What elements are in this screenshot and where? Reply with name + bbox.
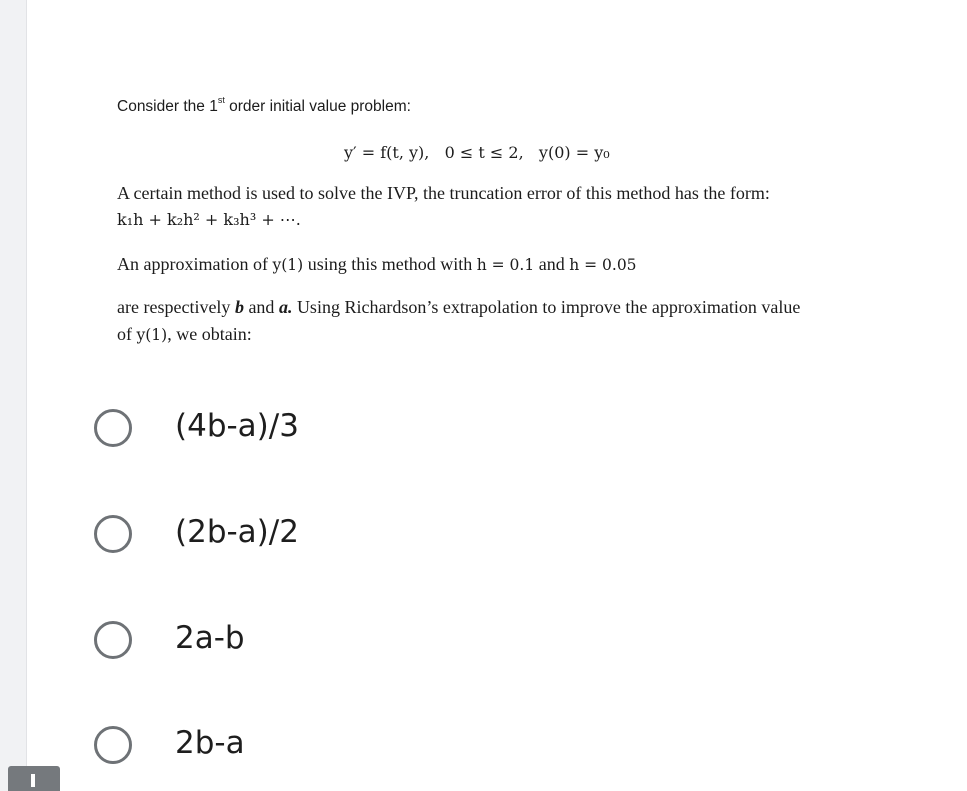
respectively-prefix: are respectively (117, 297, 235, 317)
radio-icon[interactable] (94, 515, 132, 553)
intro-text: Consider the 1 (117, 98, 218, 116)
radio-icon[interactable] (94, 726, 132, 764)
obtain-suffix: , we obtain: (167, 324, 252, 344)
truncation-error-form: k₁h + k₂h² + k₃h³ + ⋯. (117, 210, 301, 229)
option-2[interactable] (90, 502, 490, 572)
option-label: (4b-a)/3 (175, 408, 299, 444)
question-stem (0, 0, 967, 360)
option-1[interactable] (90, 396, 490, 466)
obtain-y1: y(1) (136, 326, 168, 344)
intro-superscript: st (217, 95, 225, 105)
obtain-prefix: of (117, 324, 137, 344)
approx-y1: y(1) (272, 256, 304, 274)
option-label: 2a-b (175, 620, 245, 656)
approx-prefix: An approximation of (117, 254, 273, 274)
step-size-2: h = 0.05 (569, 256, 637, 274)
intro-suffix: order initial value problem: (224, 98, 411, 116)
option-3[interactable] (90, 608, 490, 678)
step-size-1: h = 0.1 (476, 256, 535, 274)
approx-middle: using this method with (303, 254, 477, 274)
respectively-line (117, 297, 800, 318)
approx-and: and (534, 254, 570, 274)
obtain-line (117, 324, 252, 345)
option-4[interactable] (90, 713, 490, 783)
answer-options (0, 380, 967, 780)
approximation-line (117, 254, 637, 275)
radio-icon[interactable] (94, 409, 132, 447)
method-description: A certain method is used to solve the IVP, the truncation error of this method has the form: (117, 183, 770, 203)
ivp-equation: y′ = f(t, y), 0 ≤ t ≤ 2, y(0) = y₀ (344, 143, 610, 162)
radio-icon[interactable] (94, 621, 132, 659)
variable-b: b (234, 297, 244, 317)
question-intro (117, 97, 411, 116)
option-label: (2b-a)/2 (175, 514, 299, 550)
respectively-suffix: Using Richardson’s extrapolation to improve the approximation value (292, 297, 801, 317)
option-label: 2b-a (175, 725, 245, 761)
variable-a: a. (278, 297, 293, 317)
respectively-and: and (243, 297, 279, 317)
